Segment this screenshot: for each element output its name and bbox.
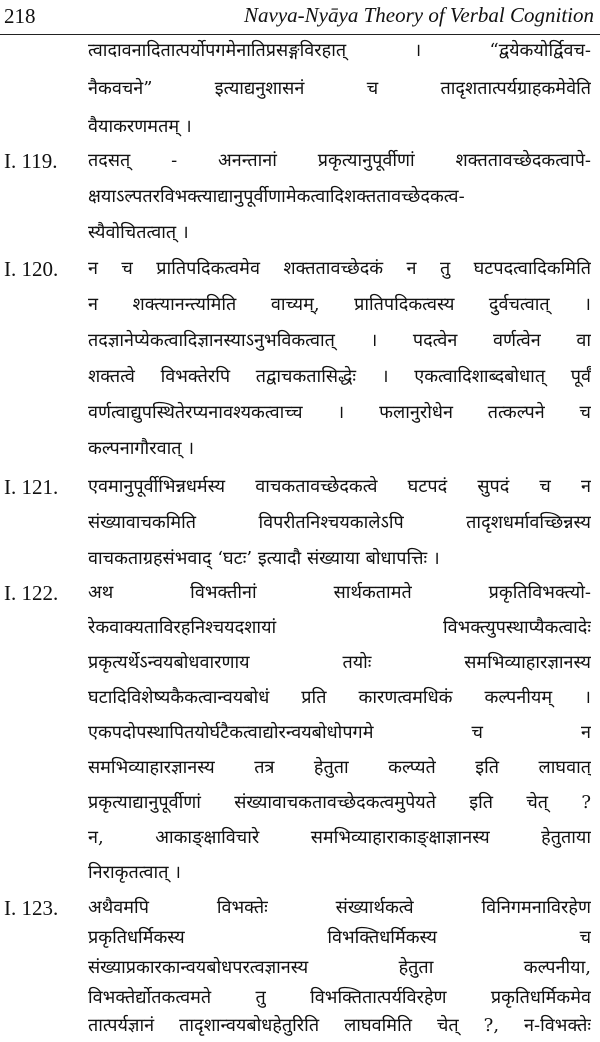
running-header	[0, 0, 600, 35]
text-line: प्रकृतिधर्मिकस्य विभक्तिधर्मिकस्य च	[88, 927, 591, 948]
text-line: एकपदोपस्थापितयोर्घटैकत्वाद्योरन्वयबोधोपगमे च न	[88, 722, 591, 743]
paragraph-number: I. 123.	[4, 896, 59, 920]
text-line: वर्णत्वाद्युपस्थितेरप्यनावश्यकत्वाच्च । फलानुरोधेन तत्कल्पने च	[88, 402, 591, 423]
text-line: वैयाकरणमतम् ।	[88, 116, 192, 137]
paragraph-number: I. 120.	[4, 257, 59, 281]
text-line: अथैवमपि विभक्तेः संख्यार्थकत्वे विनिगमनाविरहेण	[88, 897, 591, 918]
text-line: कल्पनागौरवात् ।	[88, 438, 195, 459]
paragraph-number: I. 119.	[4, 149, 58, 173]
text-line: स्यैवोचितत्वात् ।	[88, 222, 189, 243]
text-line: न शक्त्यानन्त्यमिति वाच्यम्, प्रातिपदिकत्वस्य दुर्वचत्वात् ।	[88, 294, 591, 315]
text-line: विभक्तेर्द्योतकत्वमते तु विभक्तितात्पर्यविरहेण प्रकृतिधर्मिकमेव	[88, 987, 591, 1008]
text-line: क्षयाऽल्पतरविभक्त्याद्यानुपूर्वीणामेकत्वादिशक्ततावच्छेदकत्व-	[88, 186, 465, 207]
paragraph-number: I. 121.	[4, 475, 59, 499]
text-line: प्रकृत्याद्यानुपूर्वीणां संख्यावाचकतावच्छेदकत्वमुपेयते इति चेत् ?	[88, 792, 591, 813]
text-line: घटादिविशेष्यकैकत्वान्वयबोधं प्रति कारणत्वमधिकं कल्पनीयम् ।	[88, 687, 591, 708]
text-line: तात्पर्यज्ञानं तादृशान्वयबोधहेतुरिति लाघवमिति चेत् ?, न-विभक्तेः	[88, 1015, 591, 1036]
running-title: Navya-Nyāya Theory of Verbal Cognition	[244, 3, 594, 27]
text-line: नैकवचने” इत्याद्यनुशासनं च तादृशतात्पर्यग्राहकमेवेति	[88, 78, 591, 99]
text-line: तदज्ञानेप्येकत्वादिज्ञानस्याऽनुभविकत्वात् । पदत्वेन वर्णत्वेन वा	[88, 330, 591, 351]
text-line: एवमानुपूर्वीभिन्नधर्मस्य वाचकतावच्छेदकत्वे घटपदं सुपदं च न	[88, 476, 591, 497]
text-line: संख्याप्रकारकान्वयबोधपरत्वज्ञानस्य हेतुता कल्पनीया,	[88, 957, 591, 978]
text-line: तदसत् - अनन्तानां प्रकृत्यानुपूर्वीणां शक्ततावच्छेदकत्वापे-	[88, 150, 591, 171]
page-number: 218	[4, 4, 36, 28]
text-line: न, आकाङ्क्षाविचारे समभिव्याहाराकाङ्क्षाज्ञानस्य हेतुताया	[88, 827, 591, 848]
text-line: समभिव्याहारज्ञानस्य तत्र हेतुता कल्प्यते इति लाघवात्	[88, 757, 591, 778]
text-line: निराकृतत्वात् ।	[88, 862, 182, 883]
text-line: रेकवाक्यताविरहनिश्चयदशायां विभक्त्युपस्थाप्यैकत्वादेः	[88, 617, 591, 638]
text-line: प्रकृत्यर्थेऽन्वयबोधवारणाय तयोः समभिव्याहारज्ञानस्य	[88, 652, 591, 673]
text-line: अथ विभक्तीनां सार्थकतामते प्रकृतिविभक्त्यो-	[88, 582, 591, 603]
text-line: त्वादावनादितात्पर्योपगमेनातिप्रसङ्गविरहात् । “द्वयेकयोर्द्विवच-	[88, 40, 591, 61]
text-line: शक्तत्वे विभक्तेरपि तद्वाचकतासिद्धेः । एकत्वादिशाब्दबोधात् पूर्वं	[88, 366, 591, 387]
text-line: न च प्रातिपदिकत्वमेव शक्ततावच्छेदकं न तु घटपदत्वादिकमिति	[88, 258, 591, 279]
paragraph-number: I. 122.	[4, 581, 59, 605]
text-line: वाचकताग्रहसंभवाद् ‘घटः’ इत्यादौ संख्याया बोधापत्तिः ।	[88, 548, 440, 569]
text-line: संख्यावाचकमिति विपरीतनिश्चयकालेऽपि तादृशधर्मावच्छिन्नस्य	[88, 512, 591, 533]
